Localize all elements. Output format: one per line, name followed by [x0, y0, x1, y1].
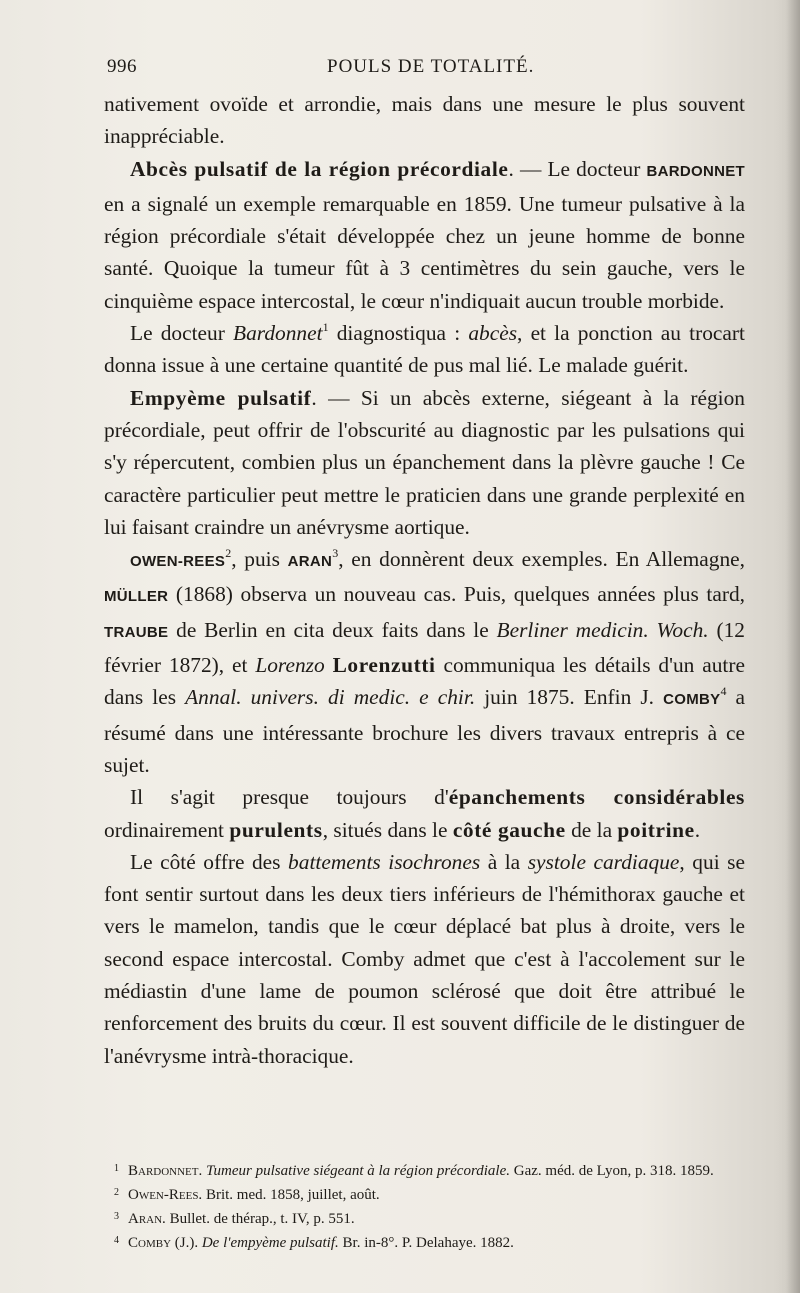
footnote-4: 4 Comby (J.). De l'empyème pulsatif. Br. in-8°. P. Delahaye. 1882. — [114, 1235, 514, 1251]
body-text — [104, 88, 745, 1072]
footnotes — [104, 1158, 745, 1254]
section-heading-abces: Abcès pulsatif de la région précordiale — [130, 156, 509, 181]
footnote-3: 3 Aran. Bullet. de thérap., t. IV, p. 551. — [114, 1211, 355, 1227]
paragraph-examples: OWEN-REES$^2$, puis ARAN$^3$, en donnèrent deux exemples. En Allemagne, MÜLLER (1868) observa un nouveau cas. Puis, quelques années plus tard, TRAUBE de Berlin en cita deux faits dans le Berliner medicin. Woch. (12 février 1872), et Lorenzo Lorenzutti communiqua les détails d'un autre dans les Annal. univers. di medic. e chir. juin 1875. Enfin J. COMBY$^4$ a résumé dans une intéressante brochure les divers travaux entrepris à ce sujet. — [104, 546, 746, 777]
footnote-ref: 4 — [720, 684, 727, 699]
paragraph-epanchements: Il s'agit presque toujours d'épanchements considérables ordinairement purulents, situés dans le côté gauche de la poitrine. — [104, 785, 745, 842]
paragraph-battements: Le côté offre des battements isochrones à la systole cardiaque, qui se font sentir surtout dans les deux tiers inférieurs de l'hémithorax gauche et vers le mamelon, tandis que le cœur déplacé bat plus à droite, vers le second espace intercostal. Comby admet que c'est à l'accolement sur le médiastin d'une lame de poumon sclérosé que doit être attribué le renforcement des bruits du cœur. Il est souvent difficile de le distinguer de l'anévrysme intrà-thoracique. — [104, 849, 746, 1068]
footnote-ref: 1 — [322, 320, 329, 335]
author-name: BARDONNET — [646, 162, 745, 180]
footnote-ref: 2 — [225, 546, 232, 561]
author-name: MÜLLER — [104, 588, 169, 606]
author-name: COMBY — [663, 691, 721, 709]
author-name: OWEN-REES — [130, 553, 226, 571]
footnote-2: 2 Owen-Rees. Brit. med. 1858, juillet, août. — [114, 1187, 380, 1203]
page-edge-shadow — [786, 0, 800, 1293]
page-number: 996 — [107, 56, 137, 77]
section-heading-empyeme: Empyème pulsatif — [130, 385, 312, 410]
footnote-ref: 3 — [332, 546, 339, 561]
author-name: ARAN — [287, 553, 333, 571]
paragraph-1: nativement ovoïde et arrondie, mais dans une mesure le plus souvent inappréciable. — [104, 92, 745, 149]
author-name: TRAUBE — [104, 623, 169, 641]
paragraph-empyeme: Empyème pulsatif. — Si un abcès externe, siégeant à la région précordiale, peut offrir de l'obscurité au diagnostic par les pulsations qui s'y répercutent, combien plus un épanchement dans la plèvre gauche ! Ce caractère particulier peut mettre le praticien dans une grande perplexité en lui faisant craindre un anévrysme aortique. — [104, 385, 745, 539]
paragraph-diagnostic: Le docteur Bardonnet$^1$ diagnostiqua : abcès, et la ponction au trocart donna issue à une certaine quantité de pus mal lié. Le malade guérit. — [104, 320, 745, 378]
running-title: POULS DE TOTALITÉ. — [327, 56, 535, 77]
page-header — [107, 56, 747, 86]
paragraph-abces: Abcès pulsatif de la région précordiale. — Le docteur BARDONNET en a signalé un exemple remarquable en 1859. Une tumeur pulsative à la région précordiale s'était développée chez un jeune homme de bonne santé. Quoique la tumeur fût à 3 centimètres du sein gauche, vers le cinquième espace intercostal, le cœur n'indiquait aucun trouble morbide. — [104, 156, 745, 313]
footnote-1: 1 Bardonnet. Tumeur pulsative siégeant à la région précordiale. Gaz. méd. de Lyon, p. 318. 1859. — [114, 1163, 714, 1179]
